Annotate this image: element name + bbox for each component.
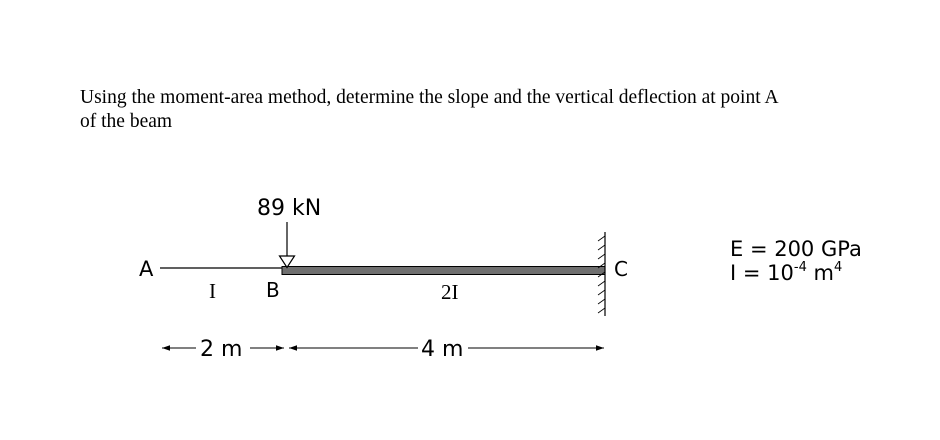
label-load: 89 kN <box>257 196 322 221</box>
dimension-ab-label: 2 m <box>200 337 243 362</box>
label-point-a: A <box>139 257 154 281</box>
dimension-bc-label: 4 m <box>421 337 464 362</box>
label-point-b: B <box>266 278 280 302</box>
load-arrow <box>280 222 295 268</box>
inertia-prefix: I = 10 <box>730 261 794 285</box>
inertia-exponent: -4 <box>793 260 807 275</box>
problem-line-1: Using the moment-area method, determine the slope and the vertical deflection at point A <box>80 87 779 108</box>
inertia-unit-exponent: 4 <box>833 260 843 275</box>
label-section-ab: I <box>209 279 216 303</box>
label-section-bc: 2I <box>441 280 459 304</box>
inertia-label <box>730 260 842 285</box>
dimension-ab <box>162 337 284 362</box>
inertia-unit: m <box>806 261 834 285</box>
beam-segment-bc <box>282 267 605 275</box>
label-point-c: C <box>614 257 628 281</box>
problem-line-2: of the beam <box>80 111 173 132</box>
dimension-bc <box>289 337 604 362</box>
modulus-label: E = 200 GPa <box>730 237 862 261</box>
